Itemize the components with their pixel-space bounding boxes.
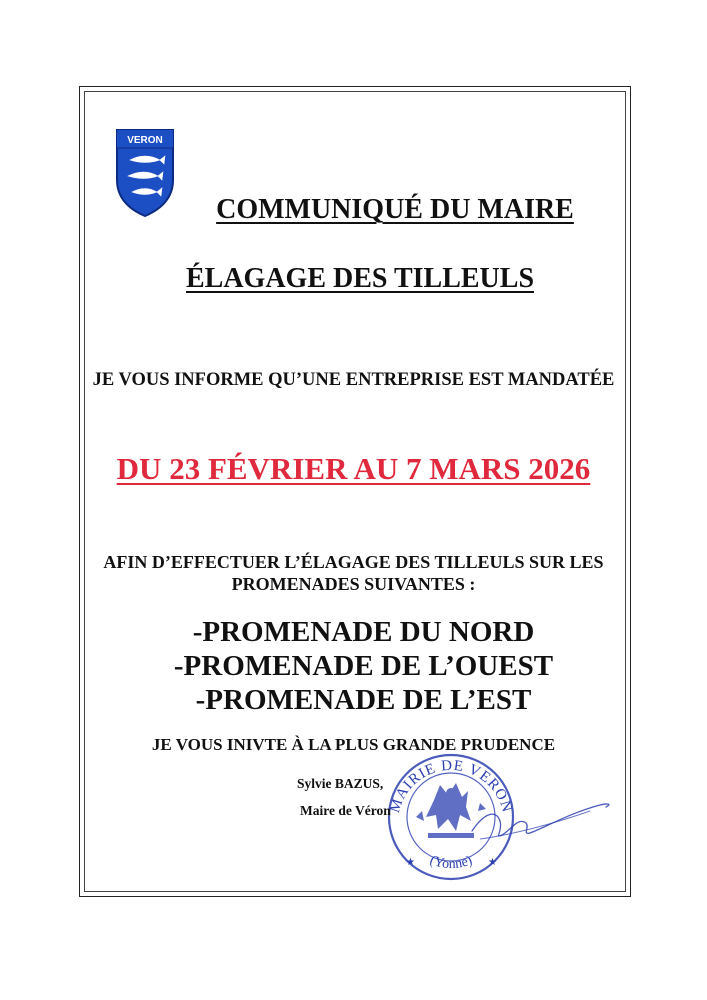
purpose-line-2: PROMENADES SUIVANTES :: [231, 574, 476, 594]
stamp-bottom-text: (Yonne): [427, 853, 475, 873]
page-subtitle: ÉLAGAGE DES TILLEULS: [185, 263, 535, 294]
signer-title: Maire de Véron: [300, 803, 391, 818]
promenade-item: -PROMENADE DU NORD: [192, 616, 535, 648]
purpose-line-1: AFIN D’EFFECTUER L’ÉLAGAGE DES TILLEULS SUR LES: [103, 552, 604, 572]
promenade-item: -PROMENADE DE L’OUEST: [173, 650, 554, 682]
signer-name: Sylvie BAZUS,: [297, 776, 384, 791]
warning-text: JE VOUS INIVTE À LA PLUS GRANDE PRUDENCE: [151, 735, 556, 754]
svg-text:★: ★: [406, 857, 415, 868]
work-dates: DU 23 FÉVRIER AU 7 MARS 2026: [116, 451, 591, 486]
purpose-text: [0, 551, 707, 595]
promenade-item: -PROMENADE DE L’EST: [195, 684, 532, 716]
svg-text:(Yonne): [427, 853, 474, 872]
crest-label: VERON: [127, 135, 163, 146]
mayor-signature: [470, 795, 620, 855]
page-title: COMMUNIQUÉ DU MAIRE: [216, 194, 574, 225]
intro-text: JE VOUS INFORME QU’UNE ENTREPRISE EST MANDATÉE: [92, 370, 615, 390]
svg-text:★: ★: [488, 857, 497, 868]
stamp-top-text: MAIRIE DE VERON: [386, 757, 515, 815]
